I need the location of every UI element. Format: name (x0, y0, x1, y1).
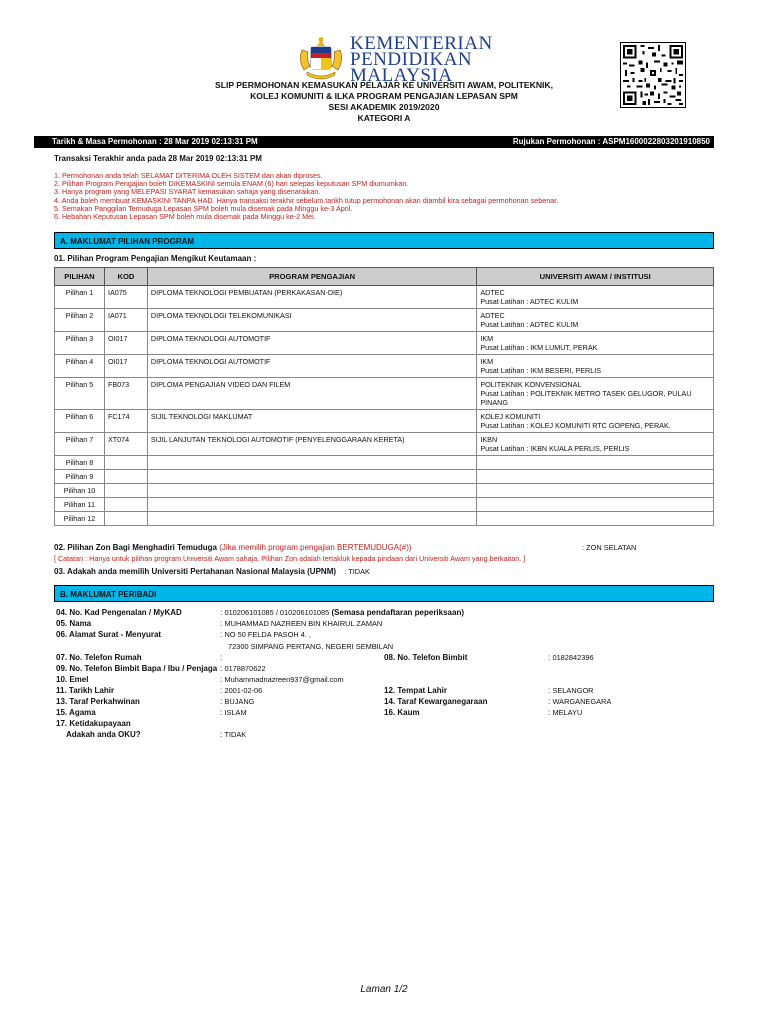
mobile-row: : 0182842396 (548, 653, 594, 662)
cell-institusi (477, 456, 714, 470)
cell-program: DIPLOMA PENGAJIAN VIDEO DAN FILEM (147, 378, 476, 410)
cell-program (147, 484, 476, 498)
oku-row: : TIDAK (220, 730, 247, 739)
col-header-pilihan: PILIHAN (55, 268, 105, 286)
cell-institusi (477, 378, 714, 410)
program-choices-table (54, 267, 714, 526)
training-centre: Pusat Latihan : KOLEJ KOMUNITI RTC GOPENG, PERAK. (480, 421, 671, 430)
application-header-bar (34, 136, 714, 148)
cell-pilihan: Pilihan 9 (55, 470, 105, 484)
cell-program: DIPLOMA TEKNOLOGI PEMBUATAN (PERKAKASAN-DIE) (147, 286, 476, 309)
training-centre: Pusat Latihan : IKM LUMUT, PERAK (480, 343, 598, 352)
institution-name: ADTEC (480, 311, 505, 320)
cell-kod (104, 484, 147, 498)
ic-value: 010206101085 / 010206101085 (224, 608, 330, 617)
zone-label: 02. Pilihan Zon Bagi Menghadiri Temuduga (54, 543, 217, 552)
email-row: : Muhammadnazreen937@gmail.com (220, 675, 344, 684)
address-line-2: 72300 SIMPANG PERTANG, NEGERI SEMBILAN (228, 642, 394, 651)
cell-institusi (477, 512, 714, 526)
religion-value: ISLAM (224, 708, 247, 717)
col-header-program: PROGRAM PENGAJIAN (147, 268, 476, 286)
cell-kod: FB073 (104, 378, 147, 410)
table-row (55, 470, 714, 484)
table-row (55, 355, 714, 378)
title-line-4: KATEGORI A (357, 113, 411, 123)
cell-kod: IA075 (104, 286, 147, 309)
name-label: 05. Nama (56, 619, 92, 628)
marital-label: 13. Taraf Perkahwinan (56, 697, 140, 706)
note-item: 3. Hanya program yang MELEPASI SYARAT kemasukan sahaja yang disenaraikan. (54, 187, 321, 197)
cell-institusi (477, 332, 714, 355)
training-centre: Pusat Latihan : ADTEC KULIM (480, 297, 579, 306)
mobile-label: 08. No. Telefon Bimbit (384, 653, 468, 662)
pob-label: 12. Tempat Lahir (384, 686, 447, 695)
cell-kod: OI017 (104, 332, 147, 355)
table-row (55, 484, 714, 498)
oku-label: Adakah anda OKU? (66, 730, 141, 739)
section-b-header: B. MAKLUMAT PERIBADI (54, 585, 714, 602)
cell-kod: IA071 (104, 309, 147, 332)
cell-program (147, 498, 476, 512)
zone-note: (Jika memilih program pengajian BERTEMUDUGA(#)) (219, 543, 412, 552)
table-row (55, 433, 714, 456)
ic-row: : 010206101085 / 010206101085 (Semasa pendaftaran peperiksaan) (220, 608, 464, 617)
note-item: 5. Semakan Panggilan Temuduga Lepasan SPM boleh mula disemak pada Minggu ke-3 April. (54, 203, 353, 213)
slip-title (0, 80, 768, 124)
cell-pilihan: Pilihan 2 (55, 309, 105, 332)
section-a-subtitle: 01. Pilihan Program Pengajian Mengikut Keutamaan : (54, 254, 257, 263)
cell-pilihan: Pilihan 11 (55, 498, 105, 512)
cell-institusi (477, 355, 714, 378)
cell-pilihan: Pilihan 12 (55, 512, 105, 526)
cell-institusi (477, 286, 714, 309)
cell-program: DIPLOMA TEKNOLOGI AUTOMOTIF (147, 355, 476, 378)
section-a-header: A. MAKLUMAT PILIHAN PROGRAM (54, 232, 714, 249)
upnm-label: 03. Adakah anda memilih Universiti Pertahanan Nasional Malaysia (UPNM) (54, 567, 337, 576)
ministry-line-2: PENDIDIKAN (350, 49, 473, 70)
institution-name: KOLEJ KOMUNITI (480, 412, 541, 421)
dob-value: 2001-02-06 (224, 686, 263, 695)
cell-kod (104, 470, 147, 484)
cell-program: DIPLOMA TEKNOLOGI AUTOMOTIF (147, 332, 476, 355)
table-row (55, 332, 714, 355)
upnm-row (54, 567, 370, 576)
title-line-1: SLIP PERMOHONAN KEMASUKAN PELAJAR KE UNIVERSITI AWAM, POLITEKNIK, (214, 80, 554, 90)
home-phone-label: 07. No. Telefon Rumah (56, 653, 142, 662)
cell-pilihan: Pilihan 4 (55, 355, 105, 378)
cell-institusi (477, 484, 714, 498)
ic-note: (Semasa pendaftaran peperiksaan) (331, 608, 464, 617)
training-centre: Pusat Latihan : POLITEKNIK METRO TASEK GELUGOR, PULAU PINANG (480, 389, 692, 407)
training-centre: Pusat Latihan : IKBN KUALA PERLIS, PERLIS (480, 444, 630, 453)
table-row (55, 498, 714, 512)
table-row (55, 309, 714, 332)
cell-pilihan: Pilihan 7 (55, 433, 105, 456)
cell-kod (104, 456, 147, 470)
cell-program (147, 456, 476, 470)
note-item: 2. Pilihan Program Pengajian boleh DIKEMASKINI semula ENAM (6) hari selepas keputusan SPM diumumkan. (54, 179, 409, 189)
upnm-value: : TIDAK (344, 567, 370, 576)
table-row (55, 456, 714, 470)
note-item: 4. Anda boleh membuat KEMASKINI TANPA HAD. Hanya transaksi terakhir sebelum tarikh tutup permohonan akan diambil kira sebagai permohonan sebenar. (54, 195, 559, 205)
table-header-row (55, 268, 714, 286)
email-value: Muhammadnazreen937@gmail.com (224, 675, 344, 684)
application-date: Tarikh & Masa Permohonan : 28 Mar 2019 02:13:31 PM (52, 137, 258, 146)
cell-pilihan: Pilihan 8 (55, 456, 105, 470)
mobile-value: 0182842396 (552, 653, 594, 662)
col-header-kod: KOD (104, 268, 147, 286)
ministry-line-3: MALAYSIA (350, 65, 453, 86)
marital-row: : BUJANG (220, 697, 255, 706)
cell-program: DIPLOMA TEKNOLOGI TELEKOMUNIKASI (147, 309, 476, 332)
cell-institusi (477, 433, 714, 456)
ic-label: 04. No. Kad Pengenalan / MyKAD (56, 608, 182, 617)
cell-pilihan: Pilihan 3 (55, 332, 105, 355)
cell-program (147, 512, 476, 526)
religion-row: : ISLAM (220, 708, 247, 717)
citizenship-row: : WARGANEGARA (548, 697, 612, 706)
cell-kod (104, 512, 147, 526)
dob-row: : 2001-02-06 (220, 686, 263, 695)
citizenship-value: WARGANEGARA (552, 697, 612, 706)
training-centre: Pusat Latihan : ADTEC KULIM (480, 320, 579, 329)
cell-kod: XT074 (104, 433, 147, 456)
home-phone-row: : (220, 653, 223, 662)
table-row (55, 512, 714, 526)
race-label: 16. Kaum (384, 708, 420, 717)
address-line-1: NO 50 FELDA PASOH 4. , (224, 630, 311, 639)
title-line-3: SESI AKADEMIK 2019/2020 (328, 102, 440, 112)
institution-name: POLITEKNIK KONVENSIONAL (480, 380, 582, 389)
ministry-line-1: KEMENTERIAN (350, 33, 493, 54)
parent-phone-value: 0178870622 (224, 664, 266, 673)
application-reference: Rujukan Permohonan : ASPM1600022803201910850 (512, 137, 710, 146)
pob-row: : SELANGOR (548, 686, 594, 695)
parent-phone-row: : 0178870622 (220, 664, 266, 673)
institution-name: IKBN (480, 435, 498, 444)
pob-value: SELANGOR (552, 686, 594, 695)
cell-institusi (477, 309, 714, 332)
cell-pilihan: Pilihan 1 (55, 286, 105, 309)
cell-kod: FC174 (104, 410, 147, 433)
note-item: 6. Hebahan Keputusan Lepasan SPM boleh mula disemak pada Minggu ke-2 Mei. (54, 212, 316, 222)
oku-value: TIDAK (224, 730, 247, 739)
col-header-institusi: UNIVERSITI AWAM / INSTITUSI (477, 268, 714, 286)
title-line-2: KOLEJ KOMUNITI & ILKA PROGRAM PENGAJIAN LEPASAN SPM (250, 91, 518, 101)
cell-institusi (477, 410, 714, 433)
institution-name: IKM (480, 334, 494, 343)
zone-catatan: [ Catatan : Hanya untuk pilihan program Universiti Awam sahaja. Pilihan Zon adalah tertakluk kepada pindaan dari Universiti Awam yang berkaitan. ] (54, 554, 526, 563)
cell-kod (104, 498, 147, 512)
cell-pilihan: Pilihan 5 (55, 378, 105, 410)
notes-list (54, 172, 558, 221)
ministry-name (350, 33, 493, 86)
citizenship-label: 14. Taraf Kewarganegaraan (384, 697, 488, 706)
table-row (55, 286, 714, 309)
cell-kod: OI017 (104, 355, 147, 378)
last-transaction: Transaksi Terakhir anda pada 28 Mar 2019 02:13:31 PM (54, 154, 262, 163)
race-value: MELAYU (552, 708, 583, 717)
parent-phone-label: 09. No. Telefon Bimbit Bapa / Ibu / Penjaga (56, 664, 218, 673)
zone-value: : ZON SELATAN (582, 543, 637, 552)
cell-program (147, 470, 476, 484)
cell-program: SIJIL LANJUTAN TEKNOLOGI AUTOMOTIF (PENYELENGGARAAN KERETA) (147, 433, 476, 456)
name-row: : MUHAMMAD NAZREEN BIN KHAIRUL ZAMAN (220, 619, 383, 628)
institution-name: ADTEC (480, 288, 505, 297)
address-label: 06. Alamat Surat - Menyurat (56, 630, 162, 639)
note-item: 1. Permohonan anda telah SELAMAT DITERIMA OLEH SISTEM dan akan diproses. (54, 171, 323, 180)
institution-name: IKM (480, 357, 494, 366)
cell-institusi (477, 470, 714, 484)
malaysia-coat-of-arms-logo (296, 36, 346, 82)
address-row: : NO 50 FELDA PASOH 4. , (220, 630, 311, 639)
disability-label: 17. Ketidakupayaan (56, 719, 131, 728)
cell-program: SIJIL TEKNOLOGI MAKLUMAT (147, 410, 476, 433)
cell-pilihan: Pilihan 6 (55, 410, 105, 433)
email-label: 10. Emel (56, 675, 89, 684)
marital-value: BUJANG (224, 697, 255, 706)
table-row (55, 378, 714, 410)
race-row: : MELAYU (548, 708, 583, 717)
page-number: Laman 1/2 (360, 984, 408, 995)
training-centre: Pusat Latihan : IKM BESERI, PERLIS (480, 366, 602, 375)
dob-label: 11. Tarikh Lahir (56, 686, 115, 695)
table-row (55, 410, 714, 433)
cell-institusi (477, 498, 714, 512)
name-value: MUHAMMAD NAZREEN BIN KHAIRUL ZAMAN (224, 619, 383, 628)
religion-label: 15. Agama (56, 708, 96, 717)
cell-pilihan: Pilihan 10 (55, 484, 105, 498)
zone-row (54, 543, 412, 552)
